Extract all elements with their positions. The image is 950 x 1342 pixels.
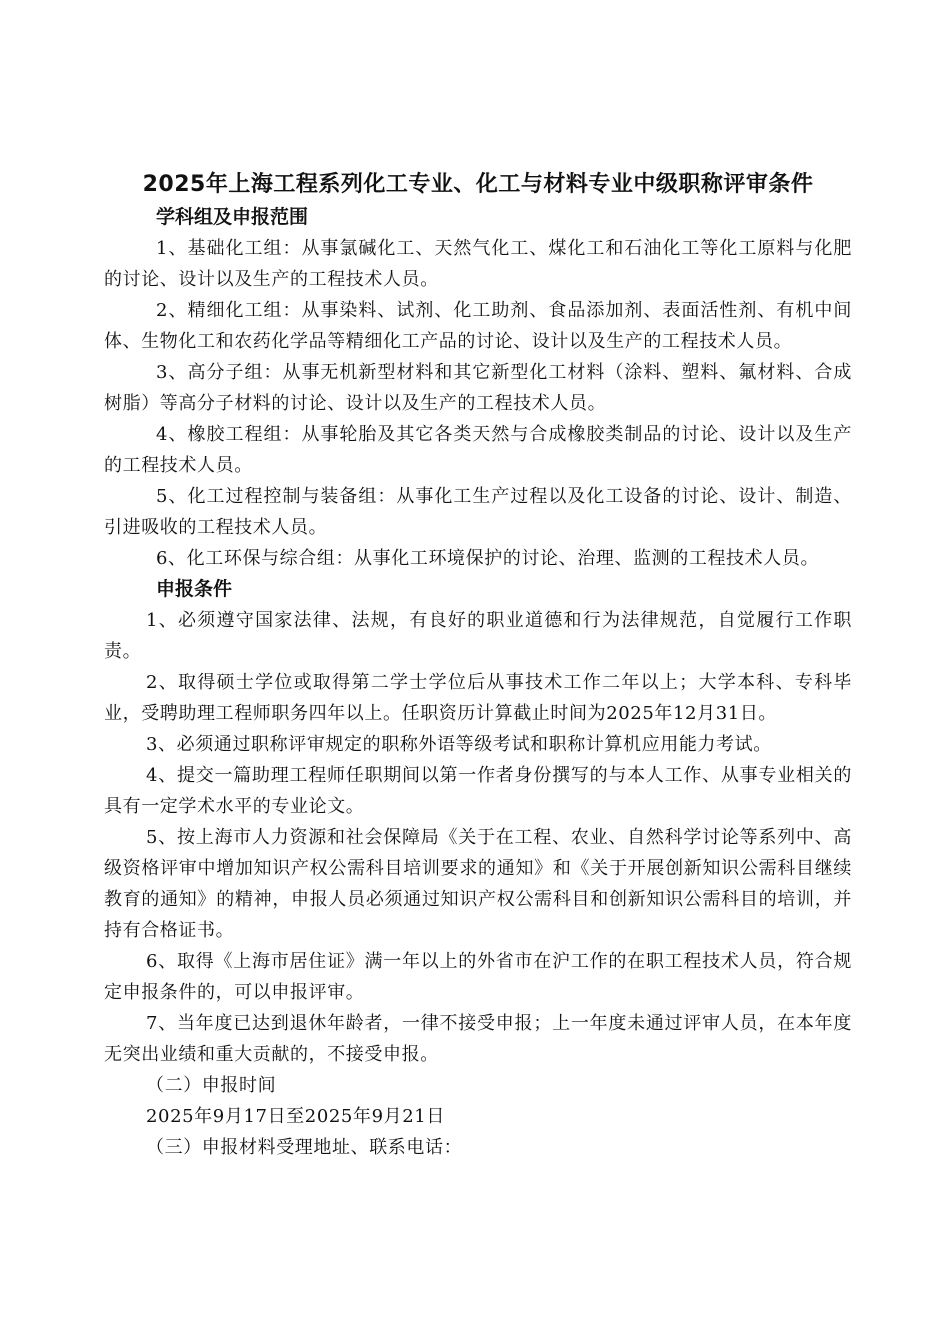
section-heading-scope: 学科组及申报范围	[156, 206, 309, 228]
document-page	[104, 170, 852, 1163]
section-heading-time: （二）申报时间	[146, 1075, 277, 1096]
condition-item: 6、取得《上海市居住证》满一年以上的外省市在沪工作的在职工程技术人员，符合规定申报条件的，可以申报评审。	[104, 951, 852, 1003]
application-time-value: 2025年9月17日至2025年9月21日	[146, 1106, 445, 1127]
section-heading-address: （三）申报材料受理地址、联系电话：	[146, 1137, 463, 1158]
condition-item: 2、取得硕士学位或取得第二学士学位后从事技术工作二年以上；大学本科、专科毕业，受聘助理工程师职务四年以上。任职资历计算截止时间为2025年12月31日。	[104, 672, 852, 724]
scope-item: 6、化工环保与综合组：从事化工环境保护的讨论、治理、监测的工程技术人员。	[156, 548, 820, 569]
scope-item: 5、化工过程控制与装备组：从事化工生产过程以及化工设备的讨论、设计、制造、引进吸收的工程技术人员。	[104, 486, 852, 538]
scope-item: 3、高分子组：从事无机新型材料和其它新型化工材料（涂料、塑料、氟材料、合成树脂）等高分子材料的讨论、设计以及生产的工程技术人员。	[104, 362, 852, 414]
scope-item: 2、精细化工组：从事染料、试剂、化工助剂、食品添加剂、表面活性剂、有机中间体、生物化工和农药化学品等精细化工产品的讨论、设计以及生产的工程技术人员。	[104, 300, 852, 352]
condition-item: 4、提交一篇助理工程师任职期间以第一作者身份撰写的与本人工作、从事专业相关的具有一定学术水平的专业论文。	[104, 765, 852, 817]
document-title: 2025年上海工程系列化工专业、化工与材料专业中级职称评审条件	[142, 172, 814, 197]
condition-item: 3、必须通过职称评审规定的职称外语等级考试和职称计算机应用能力考试。	[146, 734, 772, 755]
scope-item: 4、橡胶工程组：从事轮胎及其它各类天然与合成橡胶类制品的讨论、设计以及生产的工程技术人员。	[104, 424, 852, 476]
condition-item: 5、按上海市人力资源和社会保障局《关于在工程、农业、自然科学讨论等系列中、高级资格评审中增加知识产权公需科目培训要求的通知》和《关于开展创新知识公需科目继续教育的通知》的精神，申报人员必须通过知识产权公需科目和创新知识公需科目的培训，并持有合格证书。	[104, 827, 852, 941]
condition-item: 1、必须遵守国家法律、法规，有良好的职业道德和行为法律规范，自觉履行工作职责。	[104, 610, 852, 662]
condition-item: 7、当年度已达到退休年龄者，一律不接受申报；上一年度未通过评审人员，在本年度无突出业绩和重大贡献的，不接受申报。	[104, 1013, 852, 1065]
section-heading-conditions: 申报条件	[156, 578, 233, 600]
scope-item: 1、基础化工组：从事氯碱化工、天然气化工、煤化工和石油化工等化工原料与化肥的讨论、设计以及生产的工程技术人员。	[104, 238, 852, 290]
